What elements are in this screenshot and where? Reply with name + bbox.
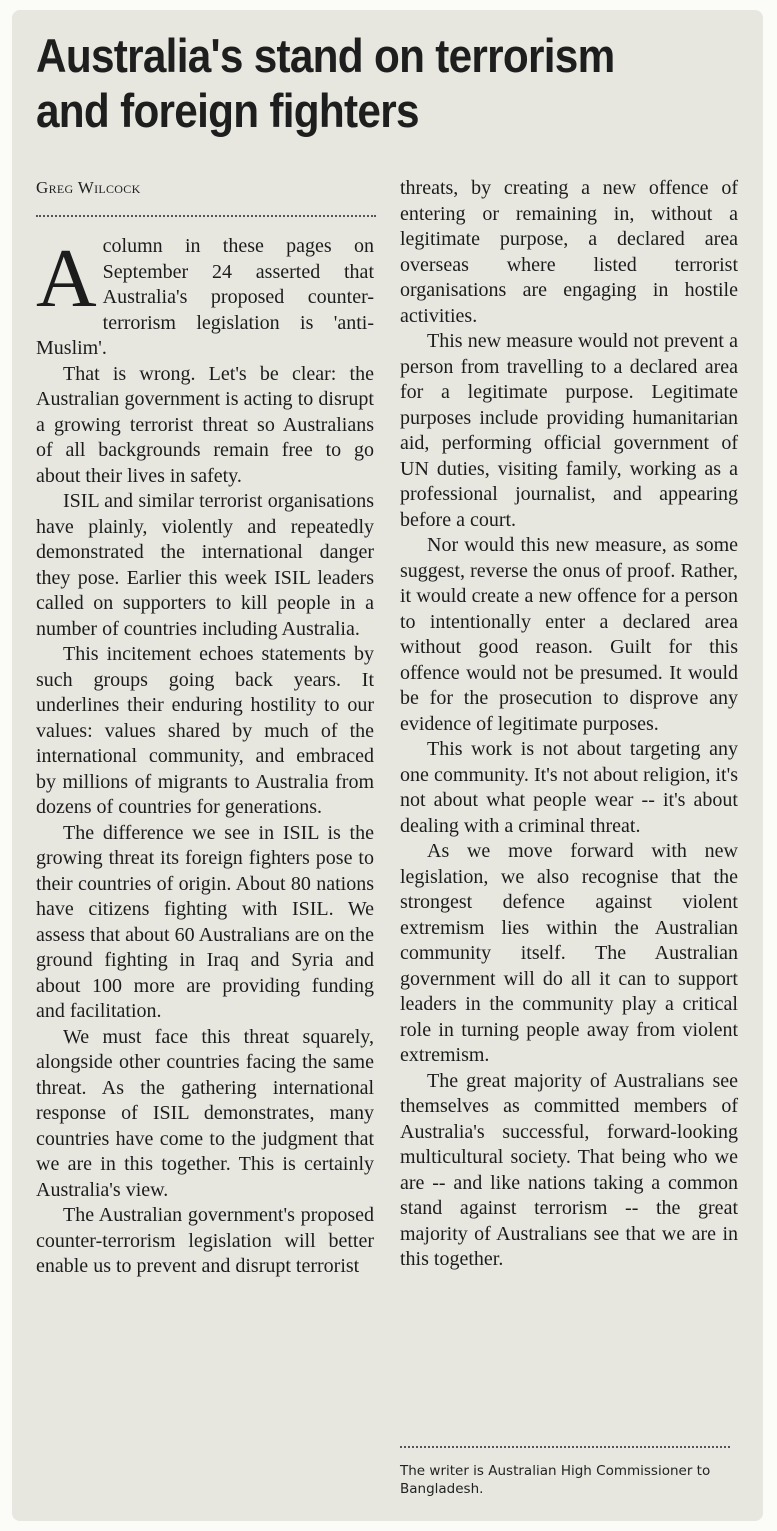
paragraph: threats, by creating a new offence of entering or remaining in, without a legitimate purpose, a declared area overseas where listed terrorist organisations are engaging in hostile activities. — [400, 177, 738, 327]
headline: Australia's stand on terrorism and foreign fighters — [36, 29, 615, 137]
paragraph — [36, 234, 374, 362]
paragraph: This incitement echoes statements by such groups going back years. It underlines their enduring hostility to our values: values shared by much of the international community, and embraced by millions of migrants to Australia from dozens of countries for generations. — [36, 643, 374, 818]
drop-cap: A — [36, 232, 97, 325]
right-column — [400, 176, 738, 1273]
paragraph: The Australian government's proposed counter-terrorism legislation will better enable us to prevent and disrupt terrorist — [36, 1204, 374, 1277]
paragraph: The great majority of Australians see themselves as committed members of Australia's successful, forward-looking multicultural society. That being who we are -- and like nations taking a common stand against terrorism -- the great majority of Australians see that we are in this together. — [400, 1069, 738, 1270]
paragraph: That is wrong. Let's be clear: the Australian government is acting to disrupt a growing terrorist threat so Australians of all backgrounds remain free to go about their lives in safety. — [36, 362, 374, 487]
byline-divider — [36, 215, 376, 217]
newspaper-clipping — [12, 10, 763, 1521]
paragraph: The difference we see in ISIL is the growing threat its foreign fighters pose to their countries of origin. About 80 nations have citizens fighting with ISIL. We assess that about 60 Australians are on the ground fighting in Iraq and Syria and about 100 more are providing funding and facilitation. — [36, 821, 374, 1022]
paragraph: As we move forward with new legislation, we also recognise that the strongest defence against violent extremism lies within the Australian community itself. The Australian government will do all it can to support leaders in the community play a critical role in turning people away from violent extremism. — [400, 840, 738, 1066]
paragraph-text: column in these pages on September 24 asserted that Australia's proposed counter-terrorism legislation is 'anti-Muslim'. — [36, 235, 374, 359]
left-column — [36, 234, 374, 1280]
author-credit: The writer is Australian High Commissioner to Bangladesh. — [400, 1463, 711, 1497]
footer-divider — [400, 1446, 730, 1448]
paragraph: We must face this threat squarely, alongside other countries facing the same threat. As the gathering international response of ISIL demonstrates, many countries have come to the judgment that we are in this together. This is certainly Australia's view. — [36, 1025, 374, 1201]
byline: Greg Wilcock — [36, 178, 141, 197]
paragraph: ISIL and similar terrorist organisations have plainly, violently and repeatedly demonstrated the international danger they pose. Earlier this week ISIL leaders called on supporters to kill people in a number of countries including Australia. — [36, 490, 374, 640]
paragraph: Nor would this new measure, as some suggest, reverse the onus of proof. Rather, it would create a new offence for a person to intentionally enter a declared area without good reason. Guilt for this offence would not be presumed. It would be for the prosecution to disprove any evidence of legitimate purposes. — [400, 534, 738, 735]
paragraph: This new measure would not prevent a person from travelling to a declared area for a legitimate purpose. Legitimate purposes include providing humanitarian aid, performing official government of UN duties, visiting family, working as a professional journalist, and appearing before a court. — [400, 330, 738, 531]
paragraph: This work is not about targeting any one community. It's not about religion, it's not about what people wear -- it's about dealing with a criminal threat. — [400, 738, 738, 837]
